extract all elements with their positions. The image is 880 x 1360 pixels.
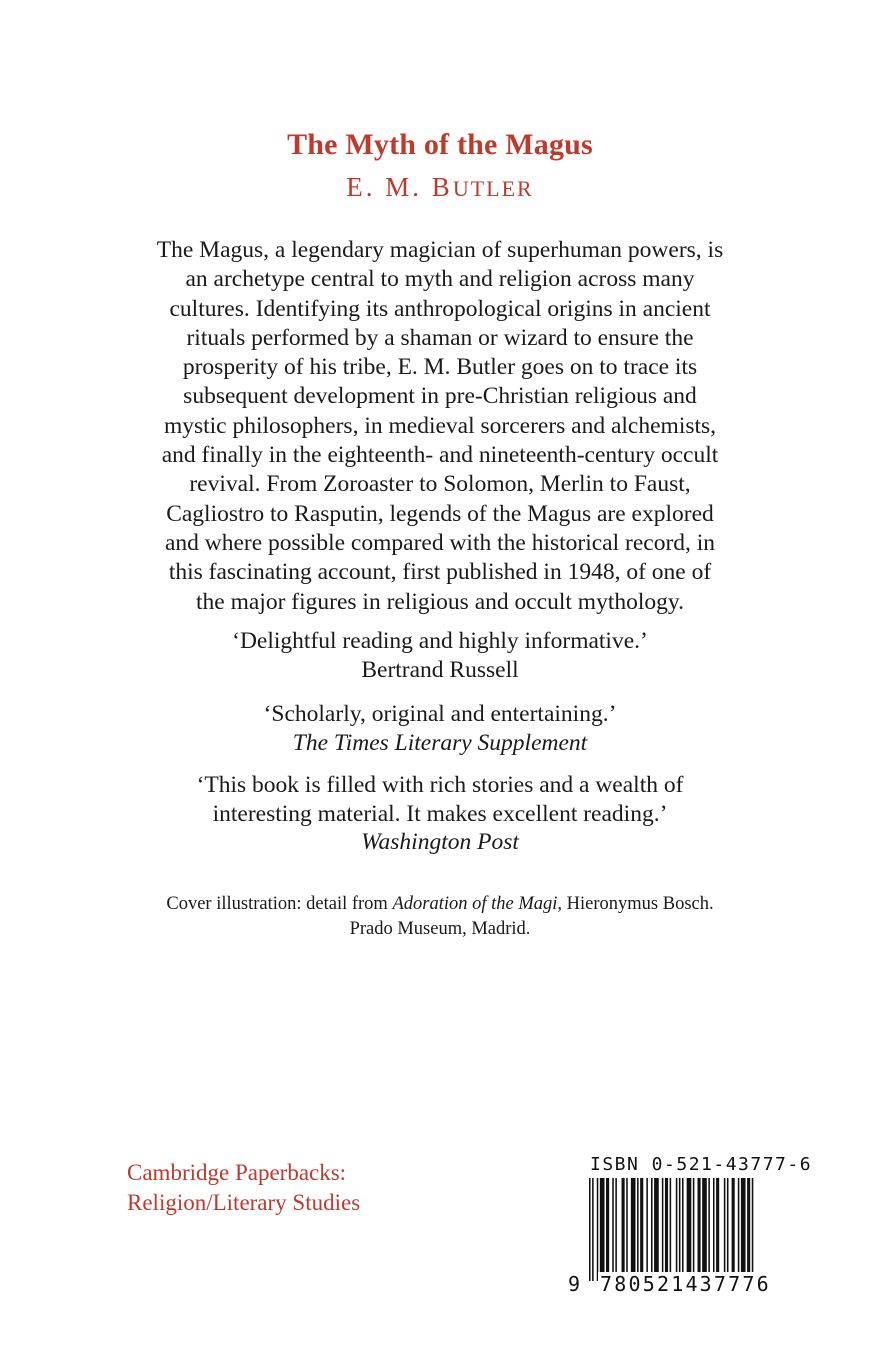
description-line: and where possible compared with the historical record, in — [164, 529, 716, 556]
barcode-bar — [738, 1178, 740, 1281]
barcode-bar — [741, 1178, 746, 1281]
barcode-bar — [716, 1178, 719, 1281]
review-quote-russell — [90, 627, 790, 684]
barcode-bar — [612, 1178, 614, 1281]
barcode-digits — [568, 1272, 771, 1344]
barcode-bar — [713, 1178, 715, 1281]
barcode-bar — [589, 1178, 591, 1281]
isbn-label: ISBN 0-521-43777-6 — [590, 1154, 813, 1175]
series-label — [127, 1158, 447, 1218]
barcode-bar — [651, 1178, 653, 1281]
barcode-bar — [727, 1178, 729, 1281]
quote-text: ‘Delightful reading and highly informative.’ — [232, 628, 648, 654]
credit-line-2: Prado Museum, Madrid. — [349, 919, 531, 939]
credit-line-1 — [90, 892, 790, 917]
description-line: this fascinating account, first published in 1948, of one of — [168, 559, 712, 586]
book-description — [90, 236, 790, 617]
description-line: an archetype central to myth and religion across many — [185, 266, 695, 293]
barcode-bar — [592, 1178, 594, 1281]
credit-prefix: Cover illustration: detail from — [166, 894, 393, 914]
description-line: subsequent development in pre-Christian religious and — [183, 383, 697, 410]
description-line: cultures. Identifying its anthropological origins in ancient — [169, 295, 711, 322]
barcode-first-digit: 9 — [568, 1272, 581, 1296]
barcode-bar — [637, 1178, 639, 1281]
barcode-bar — [646, 1178, 648, 1281]
barcode-bar — [682, 1178, 684, 1281]
author-surname-rest: UTLER — [452, 176, 534, 201]
barcode-bar — [626, 1178, 628, 1281]
series-line-2: Religion/Literary Studies — [127, 1190, 361, 1215]
series-line-1: Cambridge Paperbacks: — [127, 1160, 347, 1185]
barcode-bar — [752, 1178, 754, 1281]
description-line: revival. From Zoroaster to Solomon, Merlin to Faust, — [189, 471, 691, 498]
barcode-bar — [679, 1178, 681, 1281]
barcode-bar — [597, 1178, 599, 1281]
credit-work: Adoration of the Magi, — [392, 894, 563, 914]
barcode-bar — [747, 1178, 750, 1281]
description-line: mystic philosophers, in medieval sorcerers and alchemists, — [163, 412, 717, 439]
barcode-bar — [640, 1178, 643, 1281]
barcode-bar — [687, 1178, 692, 1281]
quote-text-line: interesting material. It makes excellent reading.’ — [212, 800, 668, 827]
quote-text: ‘Scholarly, original and entertaining.’ — [263, 701, 617, 727]
barcode-bar — [665, 1178, 668, 1281]
description-line: the major figures in religious and occult mythology. — [196, 588, 684, 615]
barcode-bar — [654, 1178, 659, 1281]
description-line: The Magus, a legendary magician of superhuman powers, is — [156, 237, 724, 263]
quote-source: Washington Post — [361, 829, 519, 855]
barcode — [588, 1178, 786, 1281]
review-quote-washington-post — [90, 771, 790, 857]
quote-text-line: ‘This book is filled with rich stories and a wealth of — [196, 772, 684, 798]
author-initials: E. M. B — [346, 172, 453, 202]
quote-source: The Times Literary Supplement — [292, 729, 588, 756]
book-title: The Myth of the Magus — [287, 128, 593, 161]
barcode-bar — [724, 1178, 726, 1281]
credit-artist: Hieronymus Bosch. — [562, 894, 714, 914]
description-line: Cagliostro to Rasputin, legends of the Magus are explored — [166, 500, 714, 527]
barcode-bar — [708, 1178, 710, 1281]
book-author — [0, 172, 880, 203]
description-line: rituals performed by a shaman or wizard to ensure the — [186, 324, 694, 351]
barcode-bar — [631, 1178, 636, 1281]
barcode-bar — [622, 1178, 625, 1281]
review-quote-tls — [90, 700, 790, 757]
barcode-bar — [732, 1178, 735, 1281]
barcode-bar — [662, 1178, 664, 1281]
barcode-bar — [702, 1178, 707, 1281]
cover-credit — [90, 892, 790, 942]
barcode-rest-digits: 780521437776 — [600, 1272, 771, 1296]
description-line: prosperity of his tribe, E. M. Butler goes on to trace its — [182, 354, 698, 381]
barcode-bar — [606, 1178, 609, 1281]
barcode-bar — [615, 1178, 617, 1281]
barcode-bar — [676, 1178, 678, 1281]
barcode-bar — [670, 1178, 672, 1281]
quote-source: Bertrand Russell — [361, 656, 519, 683]
barcode-bar — [698, 1178, 701, 1281]
barcode-bar — [693, 1178, 695, 1281]
description-line: and finally in the eighteenth- and nineteenth-century occult — [161, 442, 719, 469]
barcode-bar — [600, 1178, 605, 1281]
